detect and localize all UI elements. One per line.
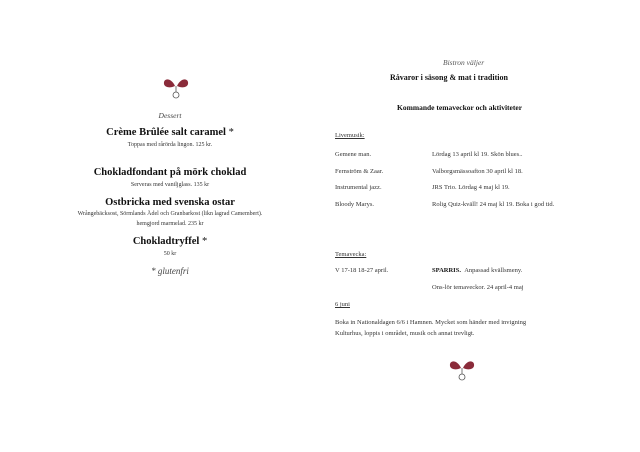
- heart-leaves-icon: [162, 74, 190, 102]
- live-info: JRS Trio. Lördag 4 maj kl 19.: [432, 184, 510, 191]
- live-artist: Gemene man.: [335, 151, 372, 158]
- heart-leaves-icon: [448, 356, 476, 384]
- live-artist: Instrumental jazz.: [335, 184, 382, 191]
- live-info: Rolig Quiz-kväll! 24 maj kl 19. Boka i god tid.: [432, 201, 555, 208]
- dessert-item-name: Crème Brûlée salt caramel *: [106, 127, 234, 138]
- right-page: [320, 0, 640, 452]
- section-title: Dessert: [158, 111, 182, 120]
- dessert-item-desc: 50 kr: [163, 251, 177, 257]
- theme-week: V 17-18 18-27 april.: [335, 267, 389, 274]
- june-heading: 6 juni: [335, 301, 350, 308]
- kicker: Bistron väljer: [443, 58, 485, 67]
- theme-heading: Temavecka:: [335, 251, 367, 258]
- dessert-item-desc: Toppas med rårörda lingon. 125 kr.: [127, 142, 213, 148]
- page-subtitle: Kommande temaveckor och aktiviteter: [397, 103, 523, 112]
- live-heading: Livemusik:: [335, 132, 365, 139]
- live-artist: Fernström & Zaar.: [335, 168, 384, 175]
- live-info: Valborgsmässoafton 30 april kl 18.: [432, 168, 523, 175]
- live-info: Lördag 13 april kl 19. Skön blues..: [432, 151, 523, 158]
- june-text: Kulturhus, loppis i området, musik och annat trevligt.: [335, 330, 475, 337]
- footnote: * glutenfri: [151, 266, 189, 276]
- dessert-item-desc: hemgjord marmelad. 235 kr: [136, 221, 204, 227]
- dessert-item-name: Chokladtryffel *: [132, 236, 208, 247]
- june-text: Boka in Nationaldagen 6/6 i Hamnen. Mycket som händer med invigning: [335, 319, 527, 326]
- live-artist: Bloody Marys.: [335, 201, 374, 208]
- dessert-item-name: Chokladfondant på mörk choklad: [93, 167, 247, 178]
- dessert-item-name: Ostbricka med svenska ostar: [105, 197, 235, 208]
- page-title: Råvaror i säsong & mat i tradition: [390, 73, 508, 82]
- theme-info: SPARRIS. Anpassad kvällsmeny.: [432, 267, 523, 274]
- dessert-item-desc: Serveras med vaniljglass. 135 kr: [130, 182, 210, 188]
- theme-info-line2: Ons-lör temaveckor. 24 april-4 maj: [432, 284, 524, 291]
- dessert-item-desc: Wrångebäcksost, Sörmlands Ädel och Granbarkost (likn lagrad Camembert).: [77, 211, 263, 217]
